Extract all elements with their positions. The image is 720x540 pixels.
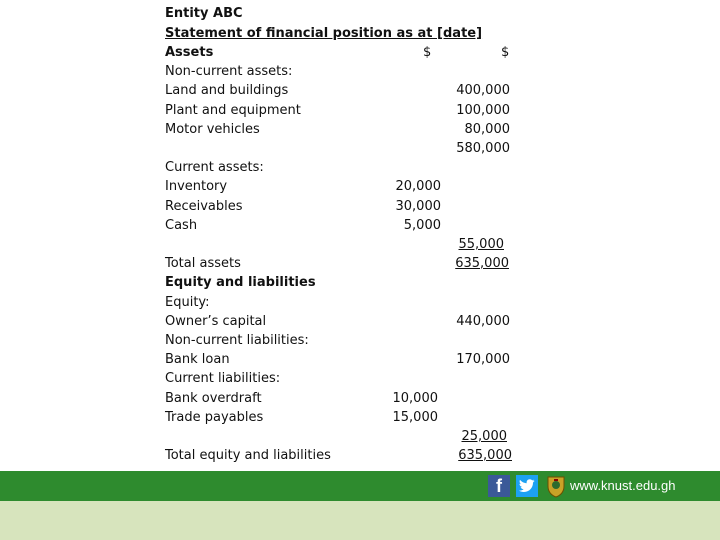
liability-amount: 15,000 [392,410,438,425]
footer-strip [0,501,720,540]
total-equity-liabilities-value: 635,000 [458,448,512,463]
owners-capital-label: Owner’s capital [165,314,267,329]
asset-label: Land and buildings [165,83,289,98]
current-asset-label: Inventory [165,179,228,194]
owners-capital-value: 440,000 [456,314,510,329]
facebook-icon[interactable]: f [488,475,510,497]
equity-liabilities-heading: Equity and liabilities [165,275,316,290]
currency-col1: $ [423,45,432,60]
twitter-icon[interactable] [516,475,538,497]
entity-name: Entity ABC [165,6,243,21]
current-assets-heading: Current assets: [165,160,264,175]
current-asset-amount: 30,000 [395,199,441,214]
currency-col2: $ [501,45,510,60]
bank-loan-value: 170,000 [456,352,510,367]
liability-amount: 10,000 [392,391,438,406]
liability-label: Trade payables [165,410,264,425]
asset-amount: 100,000 [456,103,510,118]
total-assets-label: Total assets [165,256,241,271]
liability-label: Bank overdraft [165,391,262,406]
equity-heading: Equity: [165,295,210,310]
asset-label: Plant and equipment [165,103,301,118]
asset-label: Motor vehicles [165,122,260,137]
non-current-assets-heading: Non-current assets: [165,64,293,79]
non-current-assets-total: 580,000 [456,141,510,156]
current-asset-amount: 20,000 [395,179,441,194]
assets-heading: Assets [165,45,214,60]
bank-loan-label: Bank loan [165,352,230,367]
non-current-liabilities-heading: Non-current liabilities: [165,333,309,348]
current-asset-amount: 5,000 [403,218,441,233]
total-equity-liabilities-label: Total equity and liabilities [165,448,331,463]
total-assets-value: 635,000 [455,256,509,271]
current-assets-total: 55,000 [458,237,504,252]
asset-amount: 80,000 [464,122,510,137]
current-liabilities-heading: Current liabilities: [165,371,281,386]
current-asset-label: Receivables [165,199,243,214]
asset-amount: 400,000 [456,83,510,98]
current-asset-label: Cash [165,218,198,233]
statement-title: Statement of financial position as at [date] [165,26,483,41]
university-crest-icon [546,474,566,498]
current-liabilities-total: 25,000 [461,429,507,444]
website-link[interactable]: www.knust.edu.gh [570,478,676,493]
